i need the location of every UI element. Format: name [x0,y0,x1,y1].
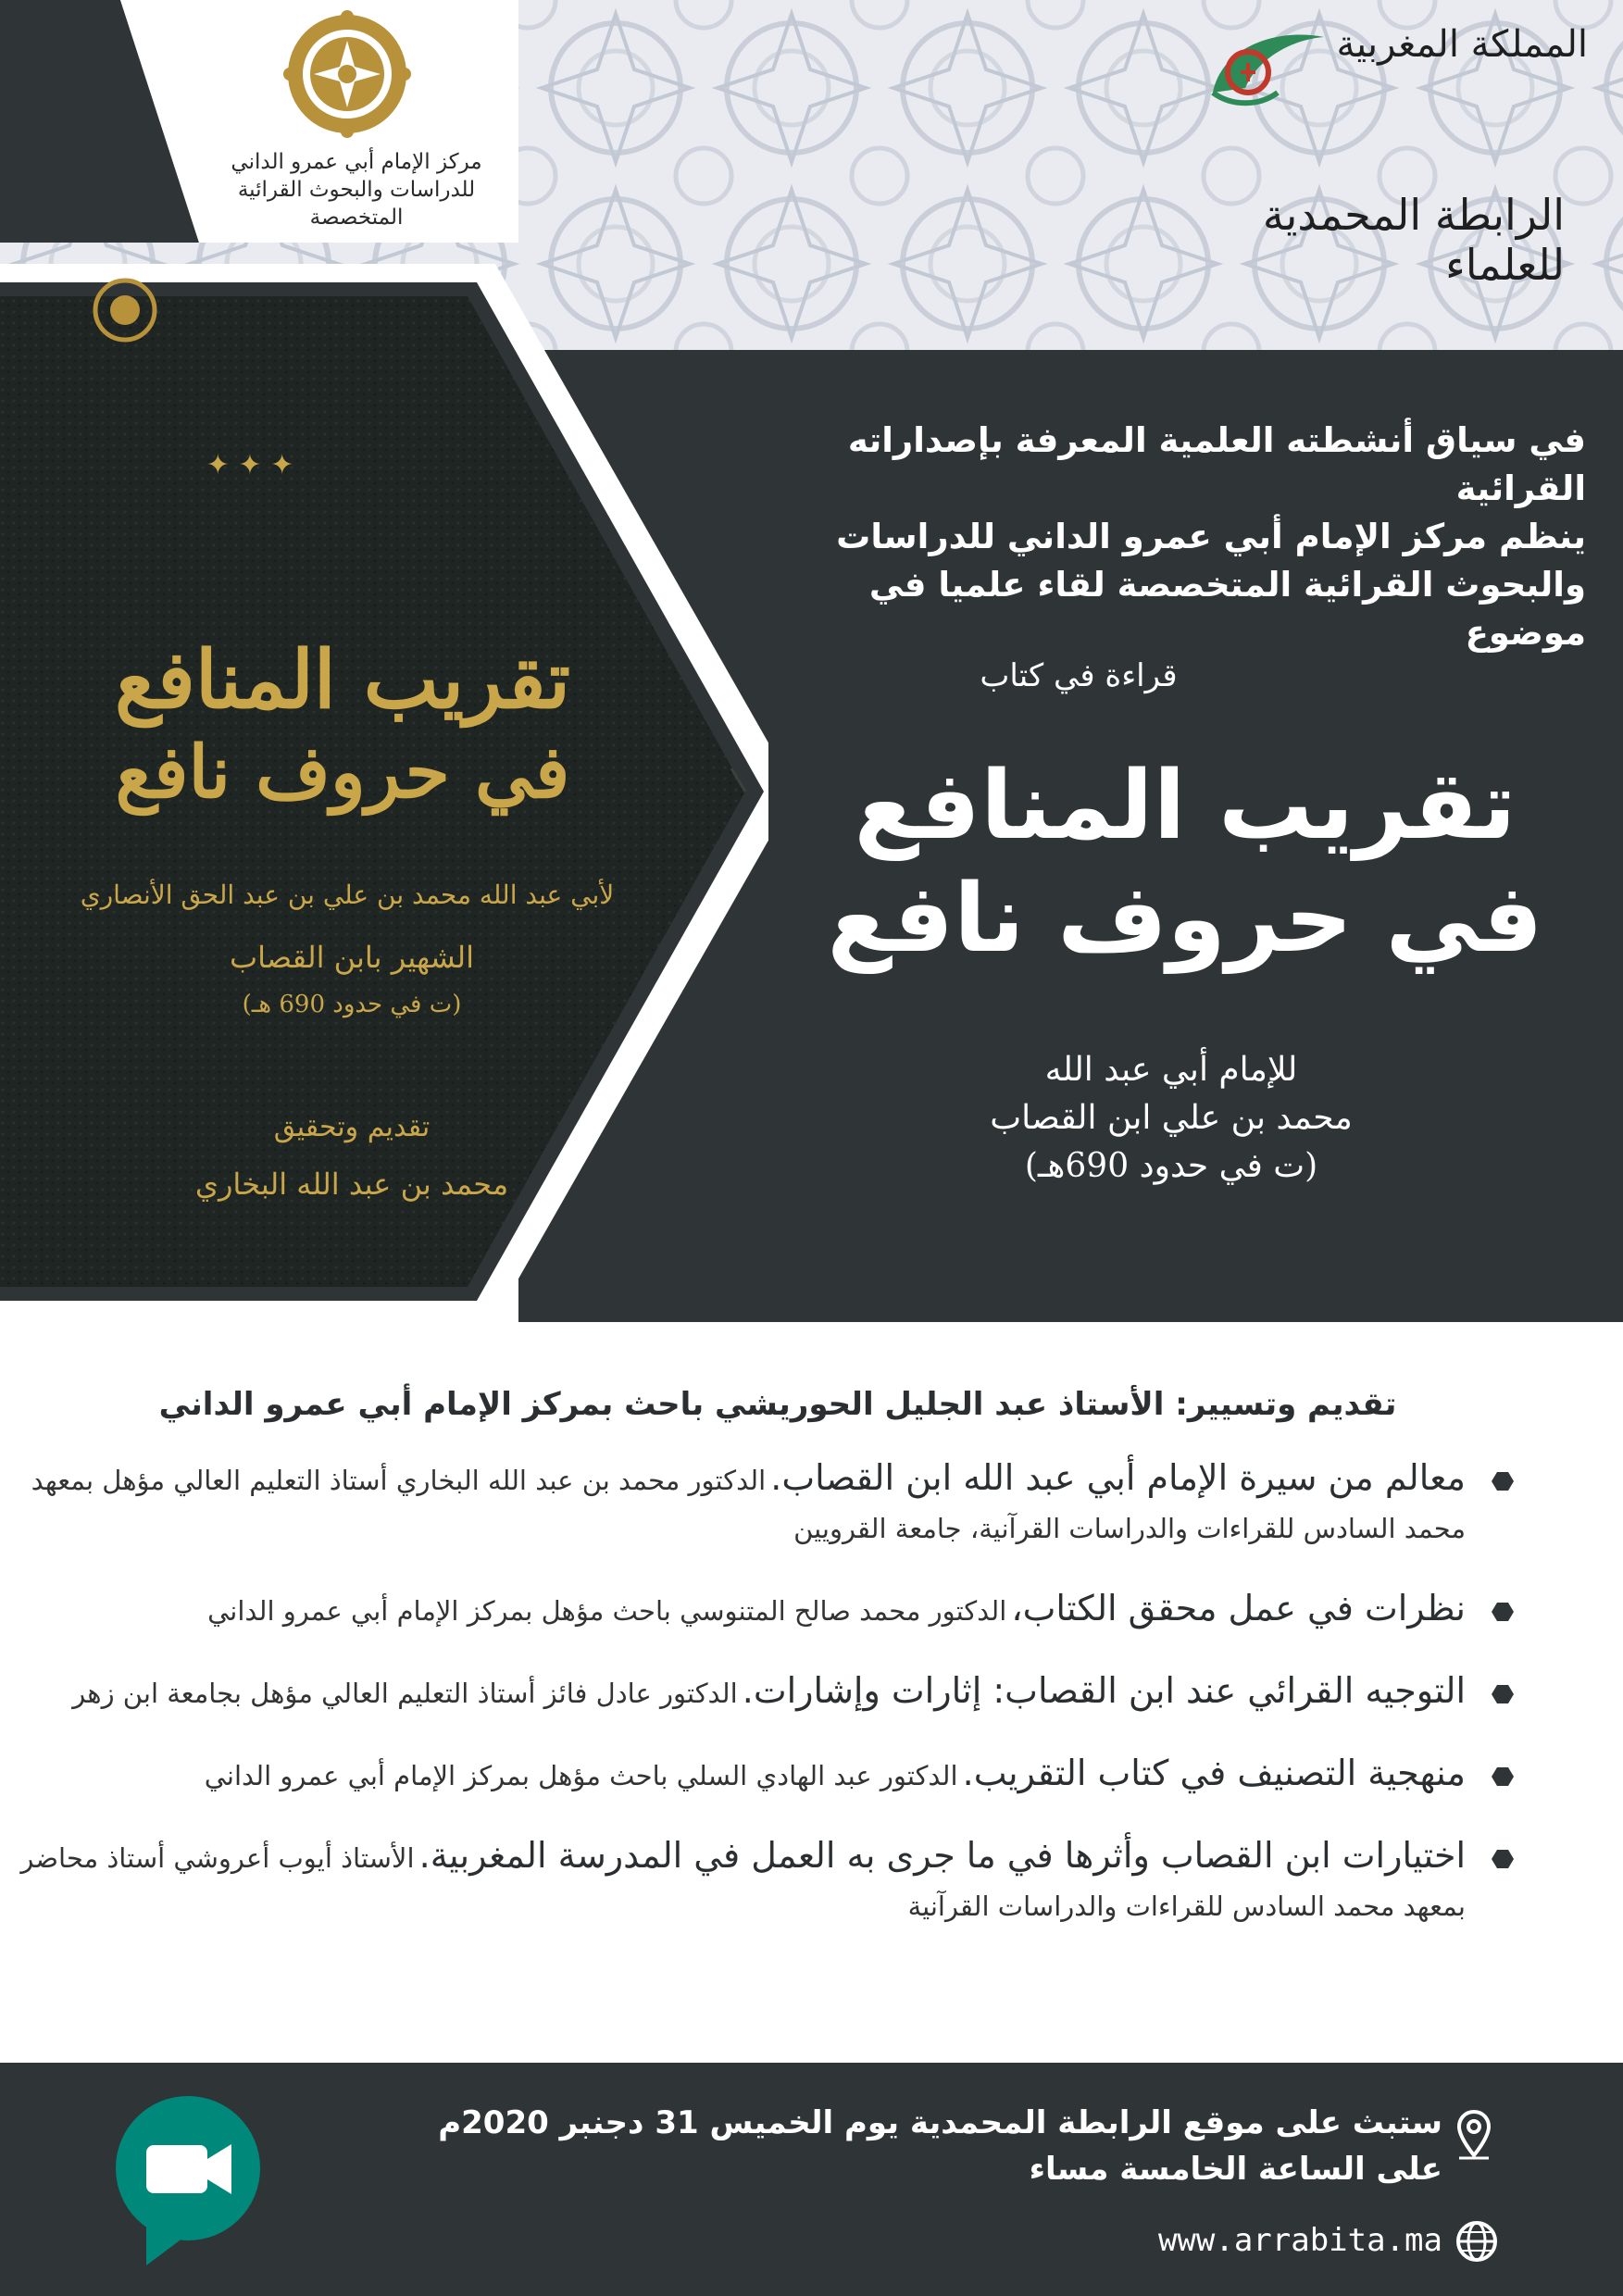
center-logo [208,0,505,243]
cover-title-line1: تقريب المنافع [114,633,571,727]
google-meet-icon[interactable] [109,2094,267,2265]
program-item-title: التوجيه القرائي عند ابن القصاب: إثارات وإشارات. [742,1670,1466,1711]
list-item [9,1831,1514,1930]
program-item-speaker: الدكتور محمد بن عبد الله البخاري أستاذ التعليم العالي مؤهل بمعهد محمد السادس للقراءات والدراسات القرآنية، جامعة القرويين [31,1465,1466,1544]
center-logo-name: مركز الإمام أبي عمرو الداني [231,150,482,174]
rabita-name: الرابطة المحمدية للعلماء [1262,190,1565,290]
bullet-icon [1492,1848,1514,1870]
author-line-3: (ت في حدود 690هـ) [1024,1147,1318,1185]
intro-line-3: والبحوث القرائية المتخصصة لقاء علميا في موضوع [868,565,1586,653]
list-item [9,1454,1514,1553]
cover-known-as: الشهير بابن القصاب [230,940,474,975]
program-item-title: منهجية التصنيف في كتاب التقريب. [962,1753,1466,1793]
cover-series-label: ✦ ✦ ✦ [206,449,294,481]
program-item-title: معالم من سيرة الإمام أبي عبد الله ابن القصاب. [770,1457,1466,1498]
list-item [9,1749,1514,1800]
globe-icon [1455,2220,1498,2263]
list-item [9,1666,1514,1717]
program-item-speaker: الدكتور عادل فائز أستاذ التعليم العالي مؤهل بجامعة ابن زهر [72,1678,738,1709]
kingdom-label: المملكة المغربية [1336,23,1588,66]
program-item-speaker: الدكتور عبد الهادي السلي باحث مؤهل بمركز الإمام أبي عمرو الداني [204,1760,958,1791]
location-pin-icon [1455,2109,1492,2161]
program-item-title: اختيارات ابن القصاب وأثرها في ما جرى به العمل في المدرسة المغربية. [418,1835,1466,1876]
list-item [9,1584,1514,1635]
bullet-icon [1492,1470,1514,1492]
cover-author: لأبي عبد الله محمد بن علي بن عبد الحق الأنصاري [80,880,615,910]
rabita-logo-icon [1194,19,1333,120]
cover-title-line2: في حروف نافع [115,730,570,815]
presenter-line: تقديم وتسيير: الأستاذ عبد الجليل الحوريشي باحث بمركز الإمام أبي عمرو الداني [158,1386,1397,1423]
bullet-icon [1492,1766,1514,1788]
author-line-2: محمد بن علي ابن القصاب [990,1099,1353,1137]
book-cover-image [0,264,768,1319]
program-list [9,1454,1514,1962]
cover-editor-label: تقديم وتحقيق [273,1111,431,1143]
bullet-icon [1492,1683,1514,1705]
reading-label: قراءة في كتاب [980,657,1178,694]
bullet-icon [1492,1601,1514,1623]
center-emblem-icon [282,9,412,139]
broadcast-date-line: ستبث على موقع الرابطة المحمدية يوم الخميس 31 دجنبر 2020م [438,2104,1442,2141]
program-item-speaker: الأستاذ أيوب أعروشي أستاذ محاضر بمعهد محمد السادس للقراءات والدراسات القرآنية [20,1842,1466,1922]
main-title-line-2: في حروف نافع [827,864,1543,974]
website-link[interactable]: www.arrabita.ma [1157,2222,1442,2259]
main-title [787,750,1583,976]
cover-editor-name: محمد بن عبد الله البخاري [194,1167,509,1202]
broadcast-info [424,2100,1442,2192]
author-block [870,1046,1472,1191]
program-item-title: نظرات في عمل محقق الكتاب، [1011,1588,1466,1628]
intro-line-1: في سياق أنشطته العلمية المعرفة بإصداراته القرائية [847,420,1586,508]
cover-death-date: (ت في حدود 690 هـ) [242,991,462,1018]
intro-line-2: ينظم مركز الإمام أبي عمرو الداني للدراسات [836,517,1586,556]
program-item-speaker: الدكتور محمد صالح المتنوسي باحث مؤهل بمركز الإمام أبي عمرو الداني [207,1595,1007,1627]
intro-paragraph [753,417,1586,657]
footer [0,2063,1623,2296]
main-title-line-1: تقريب المنافع [854,751,1517,861]
rabita-logo [1194,19,1592,290]
broadcast-time-line: على الساعة الخامسة مساء [1029,2151,1442,2188]
author-line-1: للإمام أبي عبد الله [1044,1051,1298,1089]
center-logo-subtitle: للدراسات والبحوث القرائية المتخصصة [237,178,476,230]
